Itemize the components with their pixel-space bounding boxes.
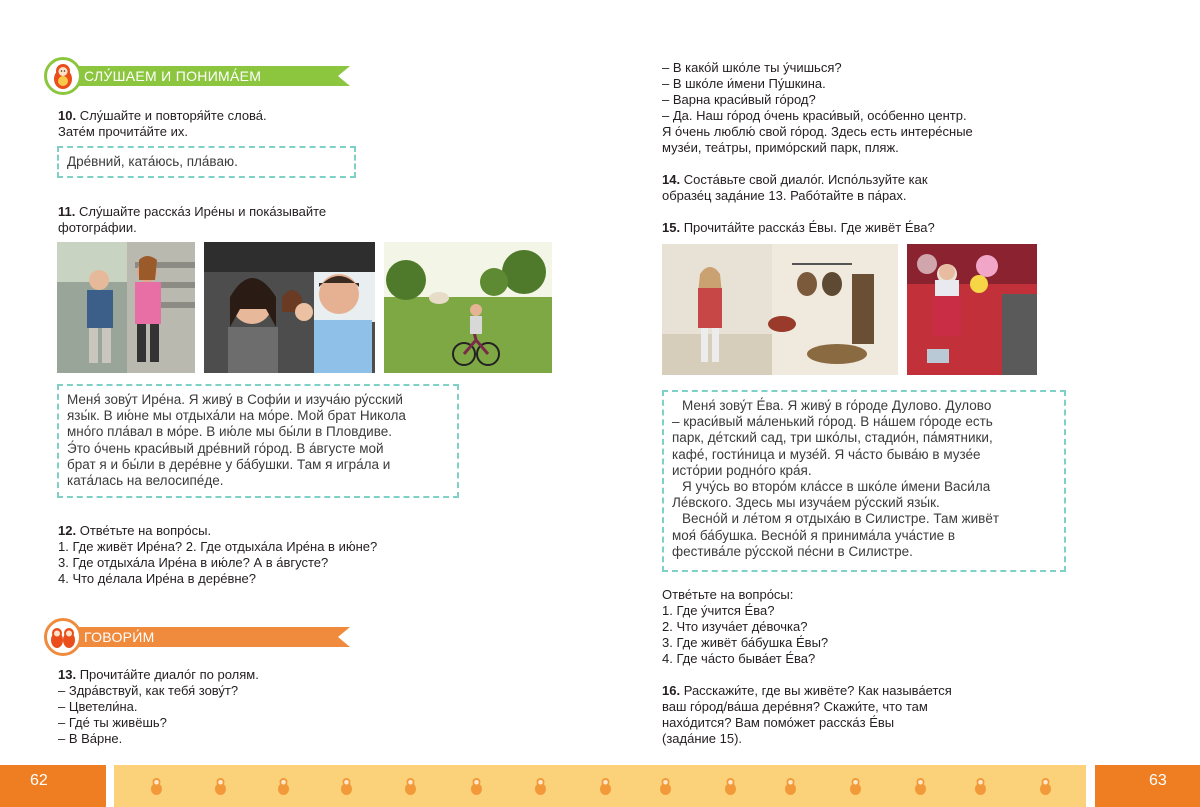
exercise-number: 16. <box>662 683 681 698</box>
dialog-line: Я о́чень люблю́ свой го́род. Здесь есть интере́сные <box>662 124 973 139</box>
story-line: Весно́й и ле́том я отдыха́ю в Силистре. Там живёт <box>682 511 1000 527</box>
matryoshka-icon <box>470 777 483 795</box>
exercise-instruction-2: Зате́м прочита́йте их. <box>58 124 188 139</box>
exercise-15 <box>662 220 935 236</box>
dialog-line: – В Ва́рне. <box>58 731 123 746</box>
photo-museum-girl <box>662 244 898 375</box>
exercise-instruction-3: нахо́дится? Вам помо́жет расска́з Е́вы <box>662 715 895 730</box>
story-line: Ле́вского. Здесь мы изуча́ем ру́сский язы́к. <box>672 495 940 511</box>
question: 1. Где живёт Ире́на? 2. Где отдыха́ла Ире́на в ию́не? <box>58 539 378 554</box>
story-line: исто́рии родно́го кра́я. <box>672 462 812 478</box>
question: 3. Где живёт ба́бушка Е́вы? <box>662 635 829 650</box>
photo-children-street <box>57 242 195 373</box>
question: 2. Что изуча́ет де́вочка? <box>662 619 808 634</box>
matryoshka-icon <box>150 777 163 795</box>
story-line: моя́ ба́бушка. Весно́й я принима́ла уча́стие в <box>672 527 956 543</box>
exercise-number: 15. <box>662 220 681 235</box>
story-line: Меня́ зову́т Е́ва. Я живу́ в го́роде Дулово. Дулово <box>682 398 992 413</box>
exercise-instruction: Соста́вьте свой диало́г. Испо́льзуйте как <box>683 172 928 187</box>
matryoshka-icon <box>724 777 737 795</box>
footer-decor-strip <box>114 765 1086 807</box>
exercise-instruction: Отве́тьте на вопро́сы. <box>79 523 212 538</box>
question: 4. Где ча́сто быва́ет Е́ва? <box>662 651 816 666</box>
question: 1. Где у́чится Е́ва? <box>662 603 775 618</box>
matryoshka-icon <box>277 777 290 795</box>
exercise-12 <box>58 523 377 587</box>
dialog-line: – Да. Наш го́род о́чень краси́вый, осо́бенно центр. <box>662 108 967 123</box>
exercise-instruction: Прочита́йте диало́г по ролям. <box>79 667 259 682</box>
irena-story <box>67 392 406 489</box>
exercise-11 <box>58 204 326 236</box>
matryoshka-icon <box>659 777 672 795</box>
exercise-14 <box>662 172 928 204</box>
exercise-16 <box>662 683 952 747</box>
matryoshka-icon <box>214 777 227 795</box>
matryoshka-icon <box>404 777 417 795</box>
dialog-line: – Где́ ты живёшь? <box>58 715 167 730</box>
exercise-13 <box>58 667 259 747</box>
section-banner-speak <box>44 627 350 647</box>
question: 3. Где отдыха́ла Ире́на в ию́ле? А в а́вгусте? <box>58 555 329 570</box>
matryoshka-icon <box>849 777 862 795</box>
story-line: ката́лась на велосипе́де. <box>67 473 224 489</box>
story-line: фестива́ле ру́сской пе́сни в Силистре. <box>672 543 913 559</box>
question: 4. Что де́лала Ире́на в дере́вне? <box>58 571 256 586</box>
page-number-left: 62 <box>30 772 48 789</box>
questions-title: Отве́тьте на вопро́сы: <box>662 587 794 602</box>
exercise-number: 13. <box>58 667 77 682</box>
exercise-instruction: Расскажи́те, где вы живёте? Как называ́ется <box>683 683 952 698</box>
section-banner-listen <box>44 66 350 86</box>
story-line: кафе́, гости́ница и музе́й. Я ча́сто быва́ю в музе́е <box>672 446 981 462</box>
exercise-number: 10. <box>58 108 77 123</box>
story-line: Меня́ зову́т Ире́на. Я живу́ в Софи́и и изуча́ю ру́сский <box>67 392 403 407</box>
dialog-line: музе́и, теа́тры, примо́рский парк, пляж. <box>662 140 899 155</box>
banner-title: СЛУ́ШАЕМ И ПОНИМА́ЕМ <box>84 68 262 84</box>
footer-page-tab-left <box>0 765 106 807</box>
matryoshka-icon <box>599 777 612 795</box>
two-matryoshka-icon <box>44 618 82 656</box>
footer-page-tab-right <box>1095 765 1200 807</box>
exercise-instruction: Прочита́йте расска́з Е́вы. Где живёт Е́ва? <box>683 220 935 235</box>
matryoshka-icon <box>974 777 987 795</box>
matryoshka-icon <box>44 57 82 95</box>
exercise-instruction: Слу́шайте расска́з Ире́ны и пока́зывайте <box>78 204 327 219</box>
photo-girl-bicycle <box>384 242 552 373</box>
eva-story <box>672 398 999 560</box>
matryoshka-icon <box>914 777 927 795</box>
exercise-instruction-2: ваш го́род/ва́ша дере́вня? Скажи́те, что там <box>662 699 928 714</box>
story-line: мно́го пла́вал в мо́ре. В ию́ле мы бы́ли в Пловдиве. <box>67 424 392 440</box>
page-number-right: 63 <box>1149 772 1167 789</box>
matryoshka-icon <box>340 777 353 795</box>
exercise-instruction-2: образе́ц зада́ние 13. Рабо́тайте в па́рах. <box>662 188 907 203</box>
matryoshka-icon <box>1039 777 1052 795</box>
eva-questions <box>662 587 828 667</box>
dialog-continued <box>662 60 973 156</box>
exercise-instruction: Слу́шайте и повторя́йте слова́. <box>79 108 267 123</box>
story-line: язы́к. В ию́не мы отдыха́ли на мо́ре. Мой брат Никола <box>67 408 406 424</box>
photo-festival-girl <box>907 244 1037 375</box>
story-line: парк, де́тский сад, три шко́лы, стадио́н, па́мятники, <box>672 430 993 446</box>
story-line: – краси́вый ма́ленький го́род. В на́шем го́роде есть <box>672 414 993 430</box>
dialog-line: – Варна краси́вый го́род? <box>662 92 816 107</box>
dialog-line: – В како́й шко́ле ты у́чишься? <box>662 60 842 75</box>
story-line: Я учу́сь во второ́м кла́ссе в шко́ле и́мени Васи́ла <box>682 479 991 495</box>
exercise-number: 11. <box>58 204 76 219</box>
story-line: брат я и бы́ли в дере́вне у ба́бушки. Там я игра́ла и <box>67 456 391 472</box>
exercise-instruction-2: фотогра́фии. <box>58 220 137 235</box>
dialog-line: – В шко́ле и́мени Пу́шкина. <box>662 76 826 91</box>
matryoshka-icon <box>534 777 547 795</box>
words-text: Дре́вний, ката́юсь, пла́ваю. <box>67 154 238 169</box>
exercise-10 <box>58 108 267 140</box>
dialog-line: – Цветели́на. <box>58 699 138 714</box>
exercise-number: 12. <box>58 523 77 538</box>
exercise-instruction-4: (зада́ние 15). <box>662 731 743 746</box>
dialog-line: – Здра́вствуй, как тебя́ зову́т? <box>58 683 239 698</box>
story-line: Э́то о́чень краси́вый дре́вний го́род. В а́вгусте мой <box>67 440 384 456</box>
exercise-number: 14. <box>662 172 681 187</box>
banner-title: ГОВОРИ́М <box>84 629 155 645</box>
photo-family-car <box>204 242 375 373</box>
matryoshka-icon <box>784 777 797 795</box>
